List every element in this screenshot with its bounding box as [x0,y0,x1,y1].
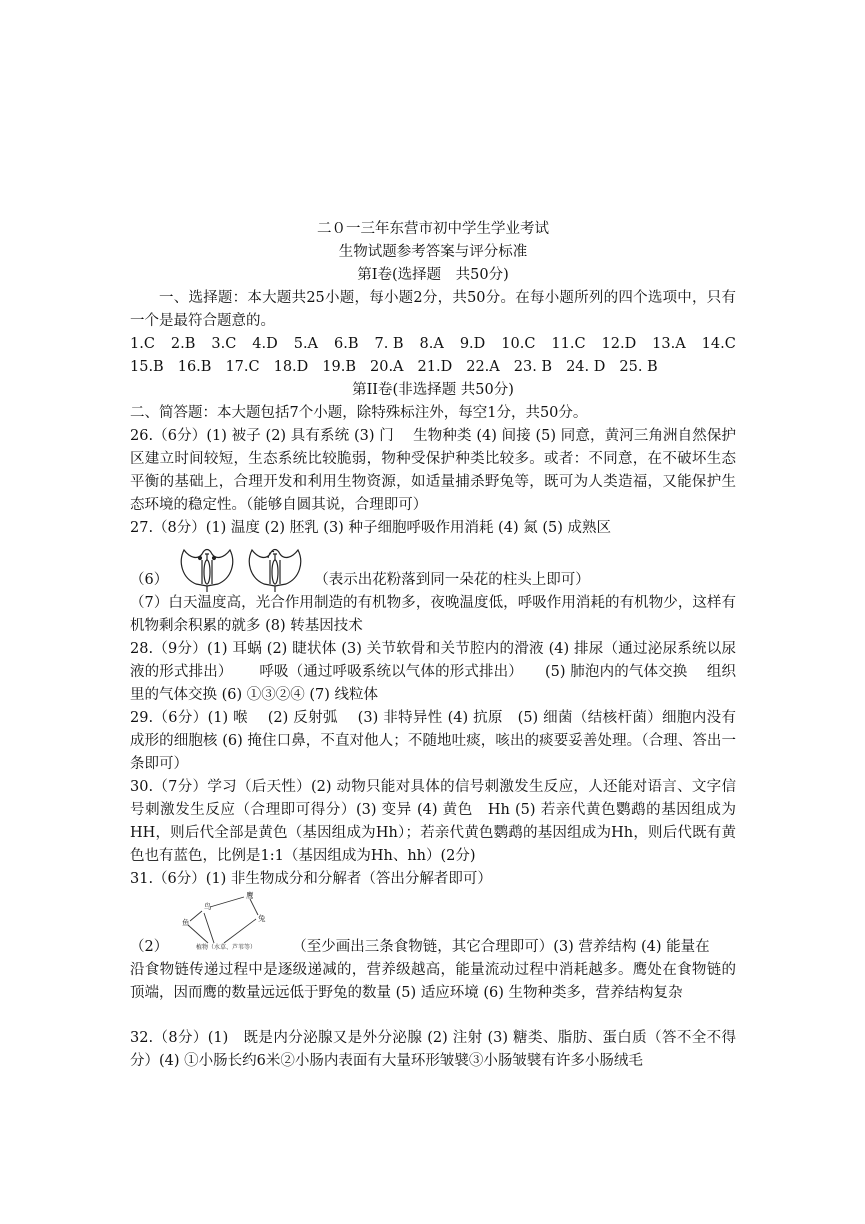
mc-answer: 9.D [459,336,486,352]
exam-title: 二０一三年东营市初中学生学业考试 [317,221,549,237]
flower-icon-2 [244,540,306,592]
mc-answer: 7. B [374,336,404,352]
section-1-intro: 一、选择题：本大题共25小题，每小题2分，共50分。在每小题所列的四个选项中，只有一个是最符合题意的。 [130,290,736,329]
mc-answer: 11.C [551,336,586,352]
q31-fig-prefix: （2） [130,939,169,955]
mc-answers-row-1 [130,333,736,356]
exam-subtitle: 生物试题参考答案与评分标准 [338,244,528,260]
mc-answer: 3.C [211,336,237,352]
q27-fig-note: （表示出花粉落到同一朵花的柱头上即可） [314,572,590,588]
mc-answer: 17.C [225,359,260,375]
q31-fig-note: （至少画出三条食物链，其它合理即可）(3) 营养结构 (4) 能量在 [292,939,710,955]
mc-answer: 21.D [417,359,453,375]
mc-answer: 23. B [513,359,553,375]
food-web-diagram [174,891,286,959]
question-31-figure-line [130,891,736,959]
q27-fig-prefix: （6） [130,572,169,588]
question-32-answer: 32.（8分）(1) 既是内分泌腺又是外分泌腺 (2) 注射 (3) 糖类、脂肪、蛋白质（答不全不得分）(4) ①小肠长约6米②小肠内表面有大量环形皱襞③小肠皱襞有许多小肠绒毛 [130,1030,736,1069]
answer-sheet [130,218,736,1073]
mc-answer: 20.A [370,359,404,375]
section-2-intro: 二、简答题：本大题包括7个小题，除特殊标注外，每空1分，共50分。 [130,405,588,421]
flower-icon [176,540,238,592]
question-27-line-3: （7）白天温度高，光合作用制造的有机物多，夜晚温度低，呼吸作用消耗的有机物少，这样有机物剩余积累的就多 (8) 转基因技术 [130,595,736,634]
rabbit-label: 兔 [258,914,266,923]
mc-answer: 10.C [501,336,536,352]
flower-diagram [176,540,306,592]
question-31-line-1: 31.（6分）(1) 非生物成分和分解者（答出分解者即可） [130,871,492,887]
mc-answers-row-2 [130,356,736,379]
mc-answer: 18.D [273,359,309,375]
volume-2-heading: 第II卷(非选择题 共50分) [352,382,514,398]
spacer [130,1005,736,1027]
fish-label: 鱼 [182,918,190,927]
question-31-continued: 沿食物链传递过程中是逐级递减的，营养级越高，能量流动过程中消耗越多。鹰处在食物链的顶端，因而鹰的数量远远低于野兔的数量 (5) 适应环境 (6) 生物种类多，营养结构复杂 [130,962,736,1001]
mc-answer: 13.A [652,336,686,352]
mc-answer: 19.B [322,359,356,375]
mc-answer: 24. D [566,359,606,375]
question-27-line-1: 27.（8分）(1) 温度 (2) 胚乳 (3) 种子细胞呼吸作用消耗 (4) 氮 (5) 成熟区 [130,520,611,536]
mc-answer: 16.B [177,359,212,375]
food-web-icon [174,891,286,951]
mc-answer: 22.A [466,359,500,375]
volume-1-heading: 第Ⅰ卷(选择题 共50分) [357,267,509,283]
mc-answer: 14.C [701,336,736,352]
mc-answer: 6.B [334,336,359,352]
bird-label: 鸟 [204,902,212,911]
mc-answer: 12.D [601,336,637,352]
mc-answer: 1.C [130,336,155,352]
mc-answer: 4.D [252,336,278,352]
question-26-answer: 26.（6分）(1) 被子 (2) 具有系统 (3) 门 生物种类 (4) 间接 (5) 同意，黄河三角洲自然保护区建立时间较短，生态系统比较脆弱，物种受保护种类比较多。或者：不同意，在不破坏生态平衡的基础上，合理开发和利用生物资源，如适量捕杀野兔等，既可为人类造福，又能保护生态环境的稳定性。（能够自圆其说，合理即可） [130,428,736,513]
mc-answer: 5.A [293,336,319,352]
eagle-label: 鹰 [246,891,254,900]
question-29-answer: 29.（6分）(1) 喉 (2) 反射弧 (3) 非特异性 (4) 抗原 (5) 细菌（结核杆菌）细胞内没有成形的细胞核 (6) 掩住口鼻，不直对他人；不随地吐痰，咳出的痰要妥善处理。（合理、答出一条即可） [130,710,736,772]
mc-answer: 15.B [130,359,164,375]
plant-label: 植物（水草、芦苇等） [196,944,257,951]
mc-answer: 8.A [419,336,444,352]
mc-answer: 25. B [619,359,658,375]
question-30-answer: 30.（7分）学习（后天性）(2) 动物只能对具体的信号刺激发生反应，人还能对语言、文字信号刺激发生反应（合理即可得分）(3) 变异 (4) 黄色 Hh (5) 若亲代黄色鹦鹉的基因组成为HH，则后代全部是黄色（基因组成为Hh）；若亲代黄色鹦鹉的基因组成为Hh，则后代既有黄色也有蓝色，比例是1:1（基因组成为Hh、hh）(2分) [130,779,736,864]
mc-answer: 2.B [170,336,196,352]
question-28-answer: 28.（9分）(1) 耳蜗 (2) 睫状体 (3) 关节软骨和关节腔内的滑液 (4) 排尿（通过泌尿系统以尿液的形式排出） 呼吸（通过呼吸系统以气体的形式排出） (5) 肺泡内的气体交换 组织里的气体交换 (6) ①③②④ (7) 线粒体 [130,641,736,703]
question-27-figure-line [130,540,736,592]
